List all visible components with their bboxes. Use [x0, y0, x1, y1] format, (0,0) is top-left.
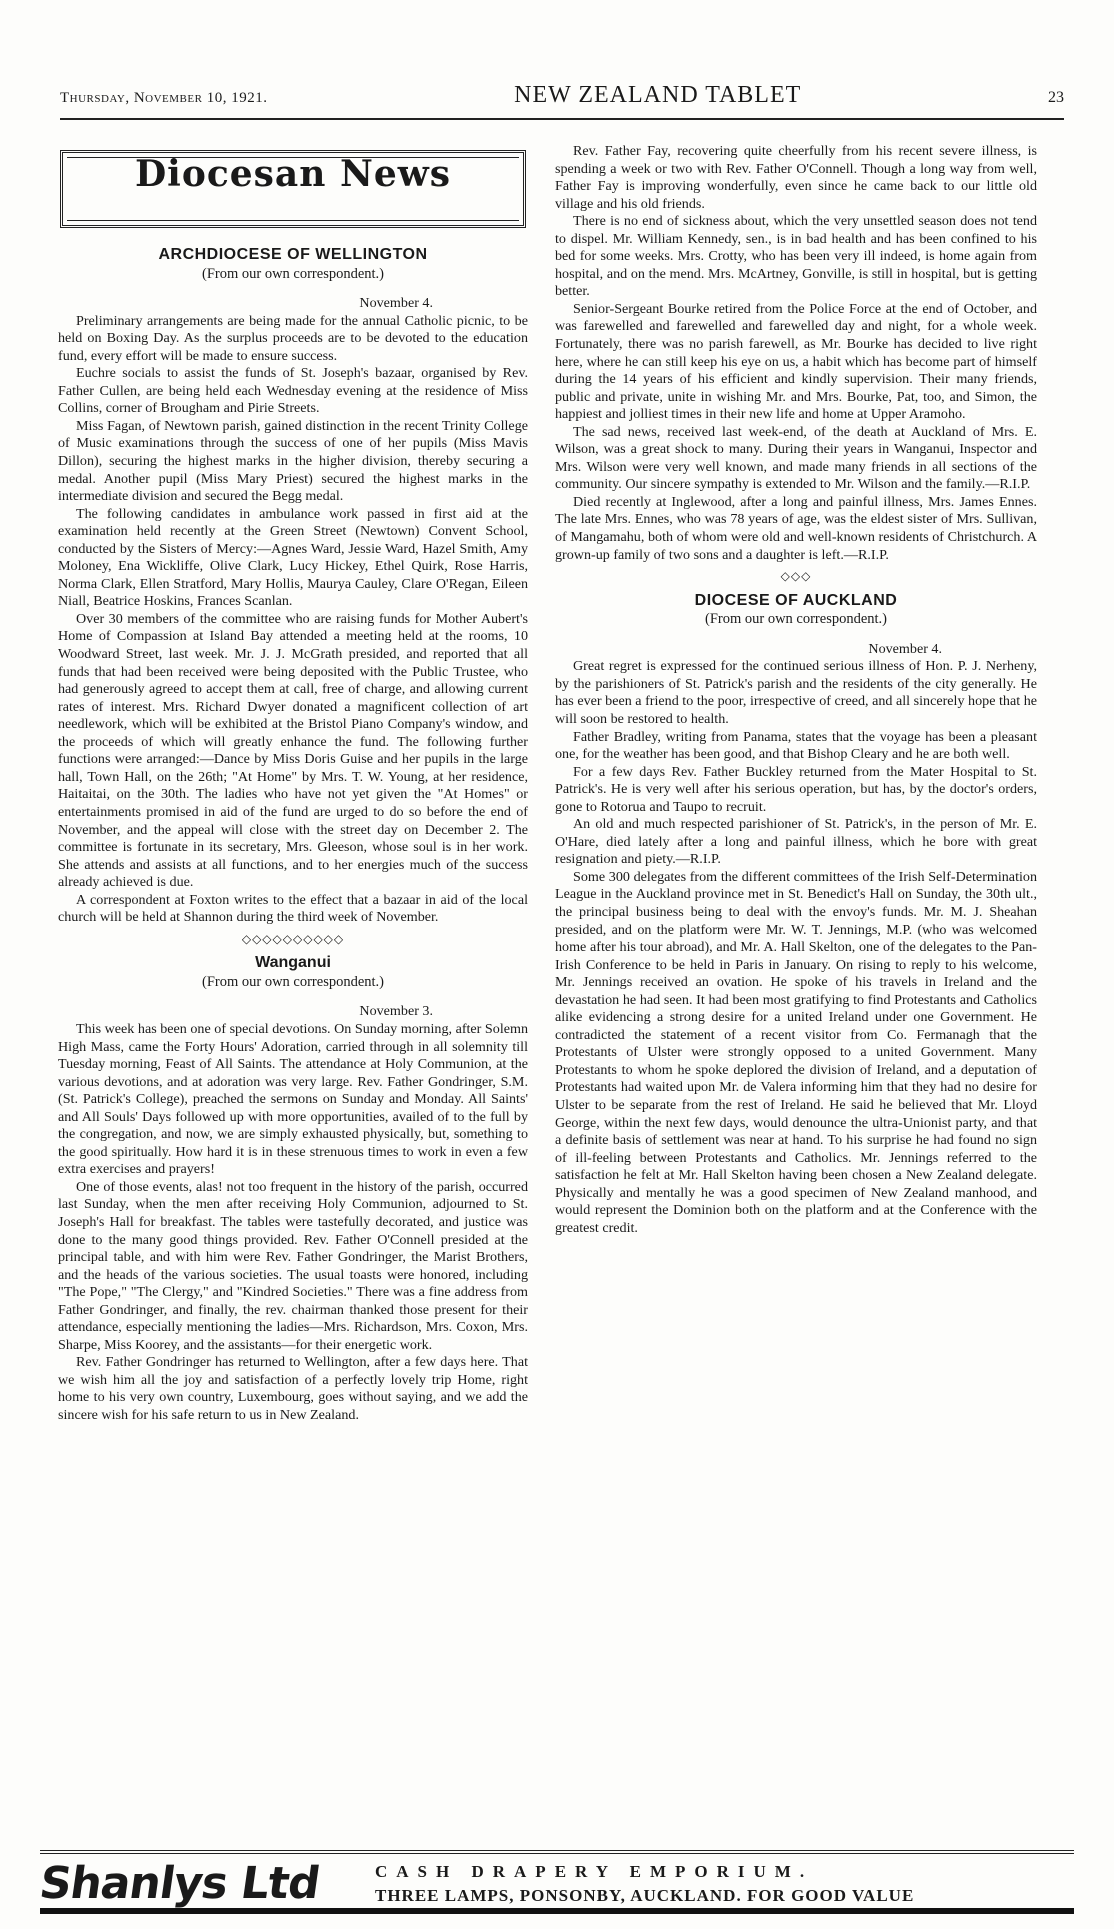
- banner-title: Diocesan News: [134, 153, 452, 195]
- article-paragraph: Rev. Father Gondringer has returned to Wellington, after a few days here. That we wish him all the joy and satisfaction of a perfectly lovely trip Home, right home to his very own country, Luxembourg, goes without saying, and we add the sincere wish for his safe return to us in New Zealand.: [58, 1354, 528, 1423]
- wellington-correspondent: (From our own correspondent.): [201, 265, 384, 282]
- auckland-date: November 4.: [868, 640, 942, 657]
- article-paragraph: There is no end of sickness about, which the very unsettled season does not tend to dispel. Mr. William Kennedy, sen., is in bad health and has been confined to his bed for some weeks. Mrs. Crotty, who has been very ill indeed, is home again from hospital, and on the mend. Mrs. McArtney, Gonville, is still in hospital, but is getting better.: [555, 213, 1037, 300]
- article-paragraph: The sad news, received last week-end, of the death at Auckland of Mrs. E. Wilson, was a great shock to many. During their years in Wanganui, Inspector and Mrs. Wilson were very well known, and made many friends in all sections of the community. Our sincere sympathy is extended to Mr. Wilson and the family.—R.I.P.: [555, 423, 1037, 493]
- wellington-date: November 4.: [359, 295, 433, 312]
- article-paragraph: One of those events, alas! not too frequent in the history of the parish, occurred last Sunday, when the men after receiving Holy Communion, adjourned to St. Joseph's Hall for breakfast. The tables were tastefully decorated, and justice was done to the many good things provided. Rev. Father O'Connell presided at the principal table, and with him were Rev. Father Gondringer, the Marist Brothers, and the heads of the various societies. The usual toasts were honored, including "The Pope," "The Clergy," and "Kindred Societies." There was a fine address from Father Gondringer, and finally, the rev. chairman thanked those present for their attendance, especially mentioning the ladies—Mrs. Richardson, Mrs. Coxon, Mrs. Sharpe, Miss Koorey, and the assistants—for their energetic work.: [58, 1178, 528, 1353]
- page-number: 23: [1047, 89, 1064, 106]
- newspaper-title: NEW ZEALAND TABLET: [514, 82, 802, 108]
- wanganui-heading: Wanganui: [255, 954, 331, 972]
- article-paragraph: Senior-Sergeant Bourke retired from the Police Force at the end of October, and was farewelled and farewelled and farewelled day and night, for a whole week. Fortunately, there was no parish farewell, as Mr. Bourke has decided to live right here, where he can still keep his eye on us, a habit which has become part of himself during the 14 years of his efficient and kindly supervision. Their many friends, public and private, unite in wishing Mr. and Mrs. Bourke, Pat, too, and Simon, the happiest and jolliest times in their new life and home at Upper Aramoho.: [555, 300, 1037, 423]
- article-paragraph: An old and much respected parishioner of St. Patrick's, in the person of Mr. E. O'Hare, died lately after a long and painful illness, which he bore with great resignation and piety.—R.I.P.: [555, 816, 1037, 868]
- article-paragraph: Euchre socials to assist the funds of St. Joseph's bazaar, organised by Rev. Father Cullen, are being held each Wednesday evening at the residence of Miss Collins, corner of Brougham and Pirie Streets.: [58, 365, 528, 417]
- article-paragraph: Great regret is expressed for the continued serious illness of Hon. P. J. Nerheny, by the parishioners of St. Patrick's parish and the residents of the city generally. He has ever been a friend to the poor, irrespective of creed, and all sincerely hope that he will soon be restored to health.: [555, 658, 1037, 727]
- wanganui-date: November 3.: [359, 1003, 433, 1020]
- left-column: [58, 140, 528, 1425]
- footer-bar: [40, 1908, 1074, 1914]
- advertiser-address: THREE LAMPS, PONSONBY, AUCKLAND. FOR GOOD VALUE: [375, 1886, 915, 1905]
- article-paragraph: The following candidates in ambulance work passed in first aid at the examination held recently at the Green Street (Newtown) Convent School, conducted by the Sisters of Mercy:—Agnes Ward, Jessie Ward, Hazel Smith, Amy Moloney, Ena Wickliffe, Olive Clark, Lucy Hickey, Ethel Quirk, Rose Harris, Norma Clark, Ellen Stratford, Mary Hollis, Maurya Cauley, Clare O'Regan, Eileen Niall, Beatrice Hoskins, Frances Scanlan.: [58, 505, 528, 610]
- advertisement-footer: [36, 1858, 1074, 1918]
- advertiser-logo: Shanlys Ltd: [36, 1858, 323, 1909]
- article-paragraph: Preliminary arrangements are being made for the annual Catholic picnic, to be held on Boxing Day. As the surplus proceeds are to be devoted to the education fund, every effort will be made to ensure success.: [58, 312, 528, 364]
- section-ornament: ◇◇◇◇◇◇◇◇◇◇: [241, 931, 345, 946]
- article-paragraph: Over 30 members of the committee who are raising funds for Mother Aubert's Home of Compassion at Island Bay attended a meeting held at the rooms, 10 Woodward Street, last week. Mr. J. J. McGrath presided, and reported that all funds that had been received were being deposited with the Public Trustee, who had generously agreed to accept them at call, free of charge, and allowing current rates of interest. Mrs. Richard Dwyer donated a magnificent collection of art needlework, which will be exhibited at the Bristol Piano Company's window, and the proceeds of which will greatly enhance the fund. The following further functions were arranged:—Dance by Miss Doris Guise and her pupils in the large hall, Town Hall, on the 26th; "At Home" by Mrs. T. W. Young, at her residence, Haitaitai, on the 30th. The ladies who have not yet given the "At Homes" or entertainments promised in aid of the fund are urged to do so before the end of November, and the appeal will close with the street day on December 2. The committee is fortunate in its secretary, Mrs. Gleeson, whose soul is in her work. She attends and assists at all functions, and to her energies much of the success already achieved is due.: [58, 610, 528, 891]
- article-paragraph: For a few days Rev. Father Buckley returned from the Mater Hospital to St. Patrick's. He is very well after his serious operation, but has, by the doctor's orders, gone to Rotorua and Taupo to recruit.: [555, 763, 1037, 815]
- auckland-correspondent: (From our own correspondent.): [704, 611, 887, 628]
- issue-date: Thursday, November 10, 1921.: [60, 90, 268, 106]
- advertiser-tagline: CASH DRAPERY EMPORIUM.: [375, 1862, 814, 1881]
- section-ornament: ◇◇◇: [780, 569, 812, 584]
- section-banner: [58, 140, 528, 232]
- auckland-heading: DIOCESE OF AUCKLAND: [694, 591, 898, 609]
- article-paragraph: A correspondent at Foxton writes to the effect that a bazaar in aid of the local church will be held at Shannon during the third week of November.: [58, 891, 528, 926]
- article-paragraph: Miss Fagan, of Newtown parish, gained distinction in the recent Trinity College of Music examinations through the success of one of her pupils (Miss Mavis Dillon), securing the highest marks in the higher division, thereby securing a medal. Another pupil (Miss Mary Priest) secured the highest marks in the intermediate division and secured the Begg medal.: [58, 417, 528, 505]
- article-paragraph: Died recently at Inglewood, after a long and painful illness, Mrs. James Ennes. The late Mrs. Ennes, who was 78 years of age, was the eldest sister of Mrs. Sullivan, of Mangamahu, both of whom were old and well-known residents of Christchurch. A grown-up family of two sons and a daughter is left.—R.I.P.: [555, 493, 1037, 563]
- article-paragraph: Rev. Father Fay, recovering quite cheerfully from his recent severe illness, is spending a week or two with Rev. Father O'Connell. Though a long way from well, Father Fay is improving wonderfully, even since he came back to our little old village and his old friends.: [555, 143, 1037, 212]
- article-paragraph: Some 300 delegates from the different committees of the Irish Self-Determination League in the Auckland province met in St. Benedict's Hall on Sunday, the 30th ult., the principal business being to deal with the envoy's funds. Mr. M. J. Sheahan presided, and on the platform were Mr. W. T. Jennings, M.P. (who was welcomed home after his tour abroad), and Mr. A. Hall Skelton, one of the delegates to the Pan-Irish Conference to be held in Paris in January. On rising to reply to his welcome, Mr. Jennings received an ovation. He spoke of his travels in Ireland and the devastation he had seen. It had been most gratifying to find Protestants and Catholics alike evidencing a strong desire for a united Ireland under one Government. He contradicted the statement of a recent visitor from Co. Fermanagh that the Protestants of Ulster were strongly opposed to a united Government. Many Protestants to whom he spoke deplored the division of Ireland, and a deputation of Protestants had waited upon Mr. de Valera informing him that they had no desire for Ulster to be separate from the rest of Ireland. He said he believed that Mr. Lloyd George, within the next few days, would denounce the ultra-Unionist party, and that a definite basis of settlement was near at hand. To his surprise he had found no sign of ill-feeling between Protestants and Catholics. Mr. Jennings referred to the satisfaction he felt at Mr. Hall Skelton having been chosen a New Zealand delegate. Physically and mentally he was a good specimen of New Zealand manhood, and would represent the Dominion both on the platform and at the Conference with the greatest credit.: [555, 868, 1037, 1236]
- header-rule: [60, 118, 1064, 120]
- article-paragraph: Father Bradley, writing from Panama, states that the voyage has been a pleasant one, for the weather has been good, and that Bishop Cleary and he are both well.: [555, 728, 1037, 763]
- wanganui-correspondent: (From our own correspondent.): [201, 973, 384, 990]
- page-header: [60, 82, 1064, 116]
- wellington-heading: ARCHDIOCESE OF WELLINGTON: [158, 246, 428, 263]
- right-column: [555, 143, 1037, 1237]
- footer-rule: [40, 1850, 1074, 1854]
- article-paragraph: This week has been one of special devotions. On Sunday morning, after Solemn High Mass, came the Forty Hours' Adoration, carried through in all solemnity till Tuesday morning, Feast of All Saints. The attendance at Holy Communion, at the various devotions, and at adoration was very large. Rev. Father Gondringer, S.M. (St. Patrick's College), preached the sermons on Sunday and Monday. All Saints' and All Souls' Days followed up with more opportunities, availed of to the full by the congregation, and now, we are simply exhausted physically, but, something to the good spiritually. How hard it is in these strenuous times to work in even a few extra exercises and prayers!: [58, 1020, 528, 1178]
